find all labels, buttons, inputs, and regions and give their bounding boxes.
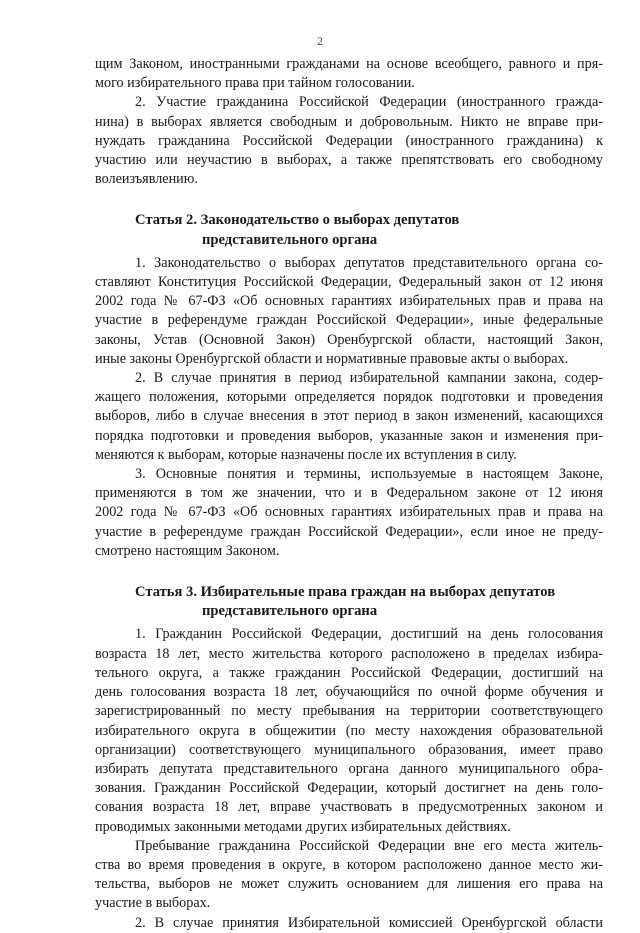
text-line: участие в референдуме граждан Российской Федерации», если иное не преду- [95,523,603,540]
intro-paragraph [95,55,603,93]
text-line: смотрено настоящим Законом. [95,542,280,559]
text-line: 2. В случае принятия Избирательной комиссией Оренбургской области [135,914,603,931]
text-line: 2. В случае принятия в период избирательной кампании закона, содер- [135,370,603,387]
page-number: 2 [317,34,323,48]
document-body [95,55,603,933]
text-line: ставляют Конституция Российской Федерации, Федеральный закон от 12 июня [95,274,603,291]
text-line: Пребывание гражданина Российской Федерации вне его места житель- [135,837,603,854]
text-line: сования возраста 18 лет, вправе участвовать в предусмотренных законом и [95,799,603,816]
text-line: участие в выборах. [95,895,211,912]
article3-heading [95,583,603,621]
text-line: законы, Устав (Основной Закон) Оренбургской области, настоящий Закон, [95,331,603,348]
article2-paragraph-1 [95,254,603,369]
text-line: щим Законом, иностранными гражданами на основе всеобщего, равного и пря- [95,56,603,72]
text-line: зарегистрированный по месту пребывания на территории соответствующего [95,703,603,720]
text-line: жащего положения, которыми определяется порядок подготовки и проведения [95,389,603,406]
heading-line: представительного органа [202,603,378,620]
text-line: выборов, либо в случае внесения в этот период в закон изменений, касающихся [95,408,603,425]
text-line: иные законы Оренбургской области и нормативные правовые акты о выборах. [95,350,569,367]
text-line: нуждать гражданина Российской Федерации (иностранного гражданина) к [95,132,603,149]
text-line: мого избирательного права при тайном голосовании. [95,75,415,92]
text-line: 2002 года № 67-ФЗ «Об основных гарантиях избирательных прав и права на [95,504,603,521]
article2-paragraph-3 [95,465,603,561]
article2-paragraph-2 [95,369,603,465]
text-line: избирать депутата представительного органа данного муниципального обра- [95,760,603,777]
text-line: нина) в выборах является свободным и добровольным. Никто не вправе при- [95,113,603,130]
text-line: 2002 года № 67-ФЗ «Об основных гарантиях избирательных прав и права на [95,293,603,310]
text-line: меняются к выборам, которые назначены после их вступления в силу. [95,446,517,463]
text-line: организации) соответствующего муниципального образования, имеет право [95,741,603,758]
article3-paragraph-1 [95,625,603,836]
article2-heading [95,211,603,249]
text-line: волеизъявлению. [95,171,198,188]
text-line: день голосования возраста 18 лет, обучающийся по очной форме обучения и [95,684,603,701]
text-line: возраста 18 лет, место жительства которого расположено в пределах избира- [95,645,603,662]
text-line: ства во время проведения в округе, в котором расположено данное место жи- [95,856,603,873]
text-line: участию или неучастию в выборах, а также препятствовать его свободному [95,152,603,169]
text-line: проводимых законными методами других избирательных действиях. [95,818,511,835]
text-line: 1. Гражданин Российской Федерации, достигший на день голосования [135,626,603,643]
heading-line: представительного органа [202,231,378,248]
text-line: зования. Гражданин Российской Федерации, который достигнет на день голо- [95,780,603,797]
heading-line: Статья 3. Избирательные права граждан на выборах депутатов [135,584,556,601]
text-line: тельного округа, а также гражданин Российской Федерации, достигший на [95,664,603,681]
text-line: 2. Участие гражданина Российской Федерации (иностранного гражда- [135,94,603,111]
heading-line: Статья 2. Законодательство о выборах депутатов [135,212,460,229]
article1-paragraph-2 [95,93,603,189]
article3-paragraph-1b [95,837,603,914]
text-line: 1. Законодательство о выборах депутатов представительного органа со- [135,254,603,271]
text-line: применяются в том же значении, что и в Федеральном законе от 12 июня [95,485,603,502]
text-line: порядка подготовки и проведения выборов, указанные закон и изменения при- [95,427,603,444]
article3-paragraph-2 [95,914,603,933]
text-line: тельства, выборов не может служить основанием для лишения его права на [95,876,603,893]
text-line: участие в референдуме граждан Российской Федерации», иные федеральные [95,312,603,329]
text-line: избирательного округа в общежитии (по месту нахождения образовательной [95,722,603,739]
text-line: 3. Основные понятия и термины, используемые в настоящем Законе, [135,466,603,483]
